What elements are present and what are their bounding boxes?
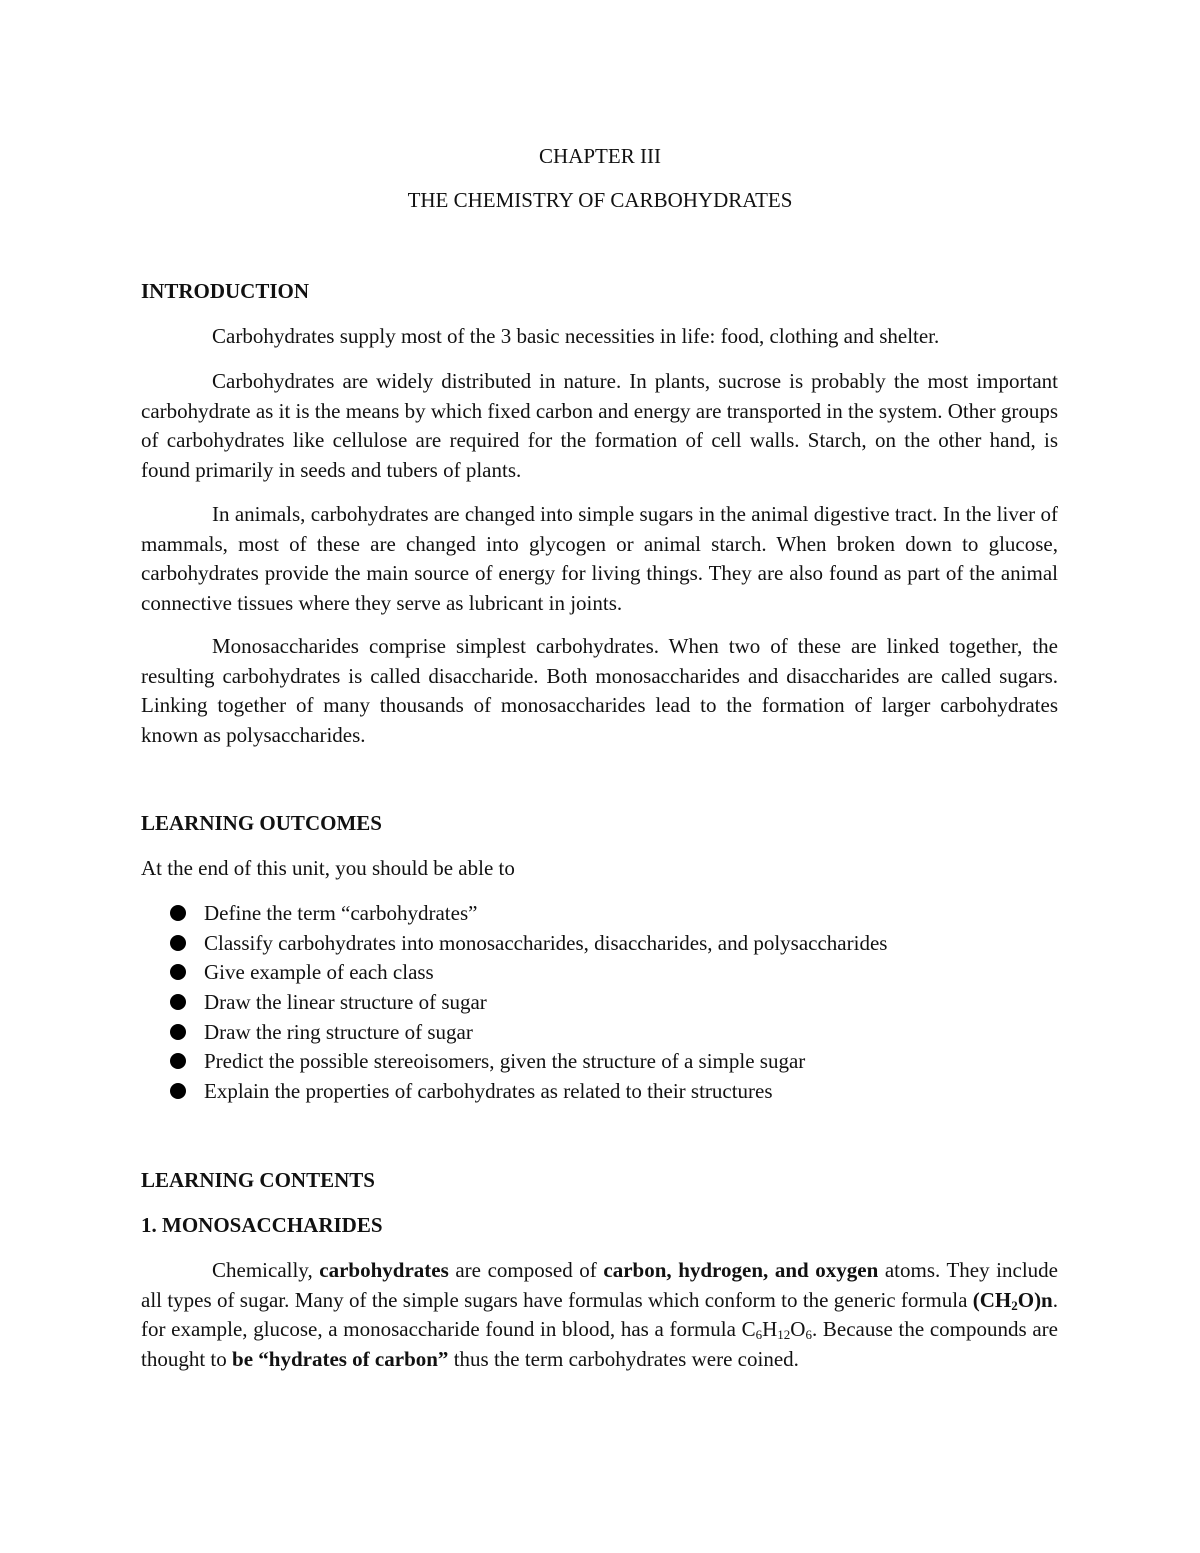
intro-paragraph-2: Carbohydrates are widely distributed in nature. In plants, sucrose is probably the most important carbohydrate as it is the means by which fixed carbon and energy are transported in the system. Other groups of carbohydrates like cellulose are required for the formation of cell walls. Starch, on the other hand, is found primarily in seeds and tubers of plants. — [141, 369, 1058, 482]
list-item: Predict the possible stereoisomers, given the structure of a simple sugar — [170, 1047, 887, 1077]
outcomes-list — [170, 899, 887, 1107]
bullet-icon — [170, 935, 186, 951]
list-item: Classify carbohydrates into monosaccharides, disaccharides, and polysaccharides — [170, 929, 887, 959]
bullet-icon — [170, 1024, 186, 1040]
list-item: Define the term “carbohydrates” — [170, 899, 887, 929]
intro-paragraph-1: Carbohydrates supply most of the 3 basic necessities in life: food, clothing and shelter. — [212, 324, 940, 348]
intro-paragraph-4: Monosaccharides comprise simplest carbohydrates. When two of these are linked together, the resulting carbohydrates is called disaccharide. Both monosaccharides and disaccharides are called sugars. Linking together of many thousands of monosaccharides lead to the formation of larger carbohydrates known as polysaccharides. — [141, 634, 1058, 747]
list-item: Draw the ring structure of sugar — [170, 1018, 887, 1048]
outcomes-lead: At the end of this unit, you should be able to — [141, 856, 515, 880]
bullet-icon — [170, 964, 186, 980]
chapter-title: THE CHEMISTRY OF CARBOHYDRATES — [407, 188, 793, 212]
learning-contents-heading: LEARNING CONTENTS — [141, 1168, 375, 1192]
bullet-icon — [170, 1083, 186, 1099]
introduction-heading: INTRODUCTION — [141, 279, 310, 303]
learning-outcomes-heading: LEARNING OUTCOMES — [141, 811, 382, 835]
list-item: Give example of each class — [170, 958, 887, 988]
monosaccharides-paragraph: Chemically, carbohydrates are composed of carbon, hydrogen, and oxygen atoms. They include all types of sugar. Many of the simple sugars have formulas which conform to the generic formula $(CH_2O)n$. for example, glucose, a monosaccharide found in blood, has a formula $C_6H_{12}O_6$. Because the compounds are thought to be “hydrates of carbon” thus the term carbohydrates were coined. — [141, 1258, 1058, 1371]
bullet-icon — [170, 1053, 186, 1069]
bullet-icon — [170, 905, 186, 921]
list-item: Draw the linear structure of sugar — [170, 988, 887, 1018]
list-item: Explain the properties of carbohydrates as related to their structures — [170, 1077, 887, 1107]
monosaccharides-heading: 1. MONOSACCHARIDES — [141, 1213, 383, 1237]
chapter-number: CHAPTER III — [539, 144, 661, 168]
intro-paragraph-3: In animals, carbohydrates are changed into simple sugars in the animal digestive tract. In the liver of mammals, most of these are changed into glycogen or animal starch. When broken down to glucose, carbohydrates provide the main source of energy for living things. They are also found as part of the animal connective tissues where they serve as lubricant in joints. — [141, 502, 1058, 615]
bullet-icon — [170, 994, 186, 1010]
